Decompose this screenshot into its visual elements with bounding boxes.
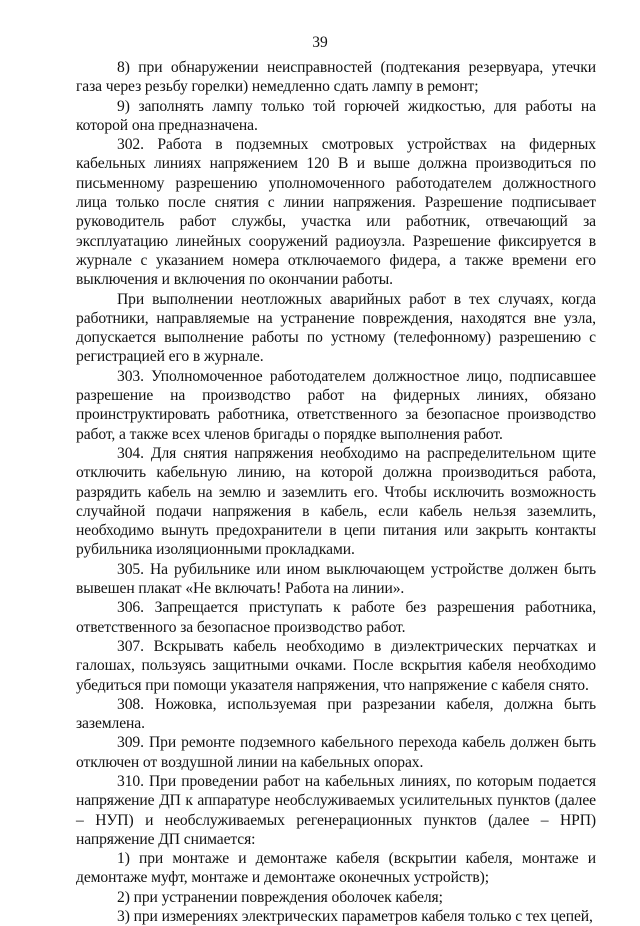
clause-306-paragraph: 306. Запрещается приступать к работе без разрешения работника, ответственного за безопасное производство работ. [76,599,596,636]
body-text [76,58,596,926]
clause-303-paragraph: 303. Уполномоченное работодателем должностное лицо, подписавшее разрешение на производство работ на фидерных линиях, обязано проинструктировать работника, ответственного за безопасное производство работ, а также всех членов бригады о порядке выполнения работ. [76,367,596,443]
clause-310-item-2-paragraph: 2) при устранении повреждения оболочек кабеля; [117,888,443,906]
clause-309-paragraph: 309. При ремонте подземного кабельного перехода кабель должен быть отключен от воздушной линии на кабельных опорах. [76,734,596,771]
clause-302-paragraph: 302. Работа в подземных смотровых устройствах на фидерных кабельных линиях напряжением 120 В и выше должна производиться по письменному разрешению уполномоченного работодателем должностного лица только после снятия с линии напряжения. Разрешение подписывает руководитель работ службы, участка или работник, отвечающий за эксплуатацию линейных сооружений радиоузла. Разрешение фиксируется в журнале с указанием номера отключаемого фидера, а также времени его выключения и включения по окончании работы. [76,136,596,289]
clause-310-paragraph: 310. При проведении работ на кабельных линиях, по которым подается напряжение ДП к аппаратуре необслуживаемых усилительных пунктов (далее – НУП) и необслуживаемых регенерационных пунктов (далее – НРП) напряжение ДП снимается: [76,772,596,848]
clause-310-item-1-paragraph: 1) при монтаже и демонтаже кабеля (вскрытии кабеля, монтаже и демонтаже муфт, монтаже и демонтаже оконечных устройств); [76,850,596,887]
clause-308-paragraph: 308. Ножовка, используемая при разрезании кабеля, должна быть заземлена. [76,695,596,733]
item-8-paragraph: 8) при обнаружении неисправностей (подтекания резервуара, утечки газа через резьбу горелки) немедленно сдать лампу в ремонт; [76,59,596,96]
clause-310-item-3-paragraph: 3) при измерениях электрических параметров кабеля только с тех цепей, [117,908,593,926]
clause-304-paragraph: 304. Для снятия напряжения необходимо на распределительном щите отключить кабельную линию, на которой должна производиться работа, разрядить кабель на землю и заземлить его. Чтобы исключить возможность случайной подачи напряжения в кабель, если кабель нельзя заземлить, необходимо вынуть предохранители в цепи питания или закрыть контакты рубильника изоляционными прокладками. [76,444,596,559]
page-number: 39 [312,34,328,51]
emergency-work-paragraph: При выполнении неотложных аварийных работ в тех случаях, когда работники, направляемые на устранение повреждения, находятся вне узла, допускается выполнение работы по устному (телефонному) разрешению с регистрацией его в журнале. [76,290,596,366]
clause-305-paragraph: 305. На рубильнике или ином выключающем устройстве должен быть вывешен плакат «Не включать! Работа на линии». [76,560,596,598]
clause-307-paragraph: 307. Вскрывать кабель необходимо в диэлектрических перчатках и галошах, пользуясь защитными очками. После вскрытия кабеля необходимо убедиться при помощи указателя напряжения, что напряжение с кабеля снято. [76,637,596,694]
item-9-paragraph: 9) заполнять лампу только той горючей жидкостью, для работы на которой она предназначена. [76,97,596,134]
